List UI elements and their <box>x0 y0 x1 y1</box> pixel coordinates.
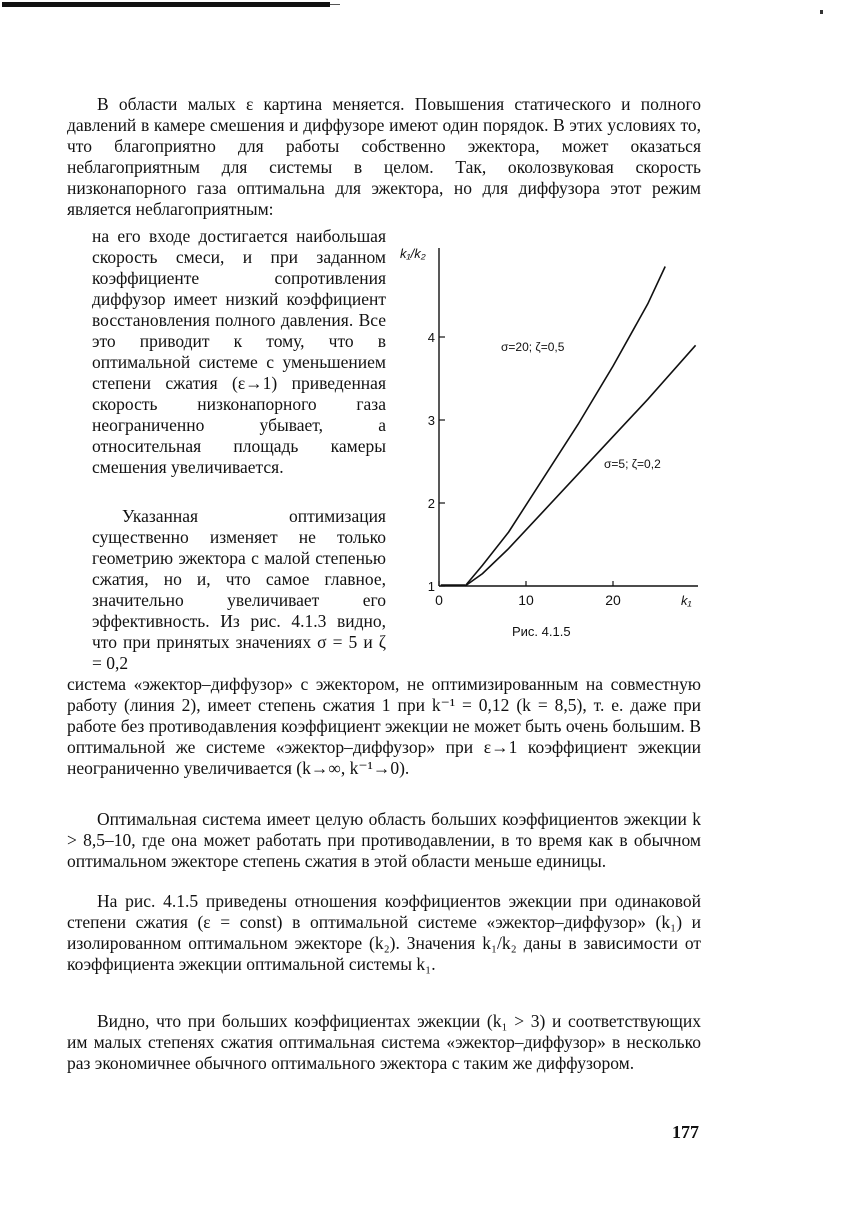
paragraph-3: Указанная оптимизация существенно изменяет не только геометрию эжектора с малой степенью сжатия, но и, что самое главное, значительно увеличивает его эффективность. Из рис. 4.1.3 видно, что при принятых значениях σ = 5 и ζ = 0,2 <box>92 506 386 673</box>
figure-caption: Рис. 4.1.5 <box>512 624 571 639</box>
page-number: 177 <box>672 1122 699 1142</box>
paragraph-2: на его входе достигается наибольшая скорость смеси, и при заданном коэффициенте сопротивления диффузор имеет низкий коэффициент восстановления полного давления. Все это приводит к тому, что в оптимальной системе с уменьшением степени сжатия (ε→1) приведенная скорость низконапорного газа неограниченно убывает, а относительная площадь камеры смешения увеличивается. <box>92 226 386 477</box>
chart-axes <box>428 248 698 608</box>
top-rule <box>2 2 330 7</box>
y-tick-label: 4 <box>427 330 435 345</box>
paragraph-5: Оптимальная система имеет целую область больших коэффициентов эжекции k > 8,5–10, где она может работать при противодавлении, в то время как в обычном оптимальном эжекторе степень сжатия в этой области меньше единицы. <box>67 809 701 871</box>
paragraph-1: В области малых ε картина меняется. Повышения статического и полного давлений в камере смешения и диффузоре имеют один порядок. В этих условиях то, что благоприятно для работы собственно эжектора, может оказаться неблагоприятным для системы в целом. Так, околозвуковая скорость низконапорного газа оптимальна для эжектора, но для диффузора этот режим является неблагоприятным: <box>67 94 701 219</box>
x-axis-label: k₁ <box>681 593 692 608</box>
paragraph-4: система «эжектор–диффузор» с эжектором, не оптимизированным на совместную работу (линия 2), имеет степень сжатия 1 при k⁻¹ = 0,12 (k = 8,5), т. е. даже при работе без противодавления коэффициент эжекции не может быть очень большим. В оптимальной же системе «эжектор–диффузор» при ε→1 коэффициент эжекции неограниченно увеличивается (k→∞, k⁻¹→0). <box>67 674 701 778</box>
series-line-2 <box>465 345 695 586</box>
paragraph-6: На рис. 4.1.5 приведены отношения коэффициентов эжекции при одинаковой степени сжатия (ε = const) в оптимальной системе «эжектор–диффузор» (k₁) и изолированном оптимальном эжекторе (k₂). Значения k₁/k₂ даны в зависимости от коэффициента эжекции оптимальной системы k₁. <box>67 891 701 974</box>
y-tick-label: 2 <box>427 496 435 511</box>
top-rule-tail <box>330 4 340 5</box>
paragraph-7: Видно, что при больших коэффициентах эжекции (k₁ > 3) и соответствующих им малых степенях сжатия оптимальная система «эжектор–диффузор» в несколько раз экономичнее обычного оптимального эжектора с таким же диффузором. <box>67 1011 701 1073</box>
x-tick-label: 10 <box>518 592 534 608</box>
corner-mark <box>820 10 823 14</box>
x-tick-label: 0 <box>435 592 443 608</box>
y-tick-label: 3 <box>427 413 435 428</box>
y-tick-label: 1 <box>427 579 435 594</box>
series-line-1 <box>465 267 665 587</box>
series-label-1: σ=20; ζ=0,5 <box>501 340 565 354</box>
series-label-2: σ=5; ζ=0,2 <box>604 457 661 471</box>
y-axis-label: k₁/k₂ <box>400 246 426 261</box>
figure-4-1-5-chart <box>398 240 708 640</box>
chart-series <box>441 267 696 587</box>
chart-labels <box>400 246 692 608</box>
x-tick-label: 20 <box>605 592 621 608</box>
